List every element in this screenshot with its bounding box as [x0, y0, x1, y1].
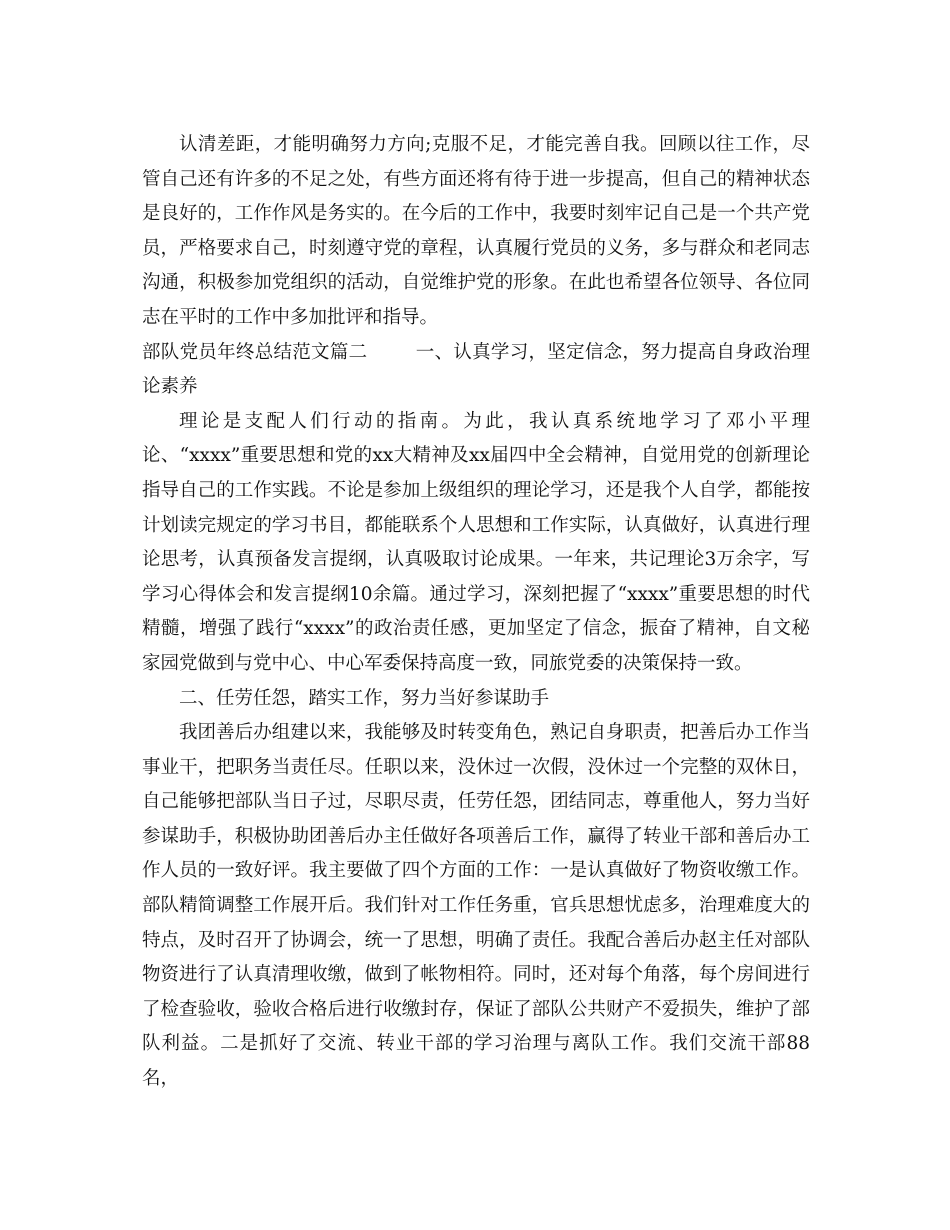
article-heading-row [142, 336, 810, 405]
document-body [142, 128, 810, 1097]
paragraph-theory-study: 理论是支配人们行动的指南。为此，我认真系统地学习了邓小平理论、“xxxx”重要思想和党的xx大精神及xx届四中全会精神，自觉用党的创新理论指导自己的工作实践。不论是参加上级组织的理论学习，还是我个人自学，都能按计划读完规定的学习书目，都能联系个人思想和工作实际，认真做好，认真进行理论思考，认真预备发言提纲，认真吸取讨论成果。一年来，共记理论3万余字，写学习心得体会和发言提纲10余篇。通过学习，深刻把握了“xxxx”重要思想的时代精髓，增强了践行“xxxx”的政治责任感，更加坚定了信念，振奋了精神，自文秘家园党做到与党中心、中心军委保持高度一致，同旅党委的决策保持一致。 [142, 410, 810, 674]
paragraph-aftermath-office: 我团善后办组建以来，我能够及时转变角色，熟记自身职责，把善后办工作当事业干，把职务当责任尽。任职以来，没休过一次假，没休过一个完整的双休日，自己能够把部队当日子过，尽职尽责，任劳任怨，团结同志，尊重他人，努力当好参谋助手，积极协助团善后办主任做好各项善后工作，赢得了转业干部和善后办工作人员的一致好评。我主要做了四个方面的工作：一是认真做好了物资收缴工作。部队精简调整工作展开后。我们针对工作任务重，官兵思想忧虑多，治理难度大的特点，及时召开了协调会，统一了思想，明确了责任。我配合善后办赵主任对部队物资进行了认真清理收缴，做到了帐物相符。同时，还对每个角落，每个房间进行了检查验收，验收合格后进行收缴封存，保证了部队公共财产不爱损失，维护了部队利益。二是抓好了交流、转业干部的学习治理与离队工作。我们交流干部88名， [142, 722, 810, 1090]
article-title: 部队党员年终总结范文篇二 [142, 341, 368, 363]
section-heading-two: 二、任劳任怨，踏实工作，努力当好参谋助手 [179, 687, 550, 709]
paragraph-self-reflection: 认清差距，才能明确努力方向;克服不足，才能完善自我。回顾以往工作，尽管自己还有许多的不足之处，有些方面还将有待于进一步提高，但自己的精神状态是良好的，工作作风是务实的。在今后的工作中，我要时刻牢记自己是一个共产党员，严格要求自己，时刻遵守党的章程，认真履行党员的义务，多与群众和老同志沟通，积极参加党组织的活动，自觉维护党的形象。在此也希望各位领导、各位同志在平时的工作中多加批评和指导。 [142, 134, 810, 328]
section-heading-one: 一、认真学习，坚定信念，努力提高自身政治理论素养 [142, 341, 810, 398]
